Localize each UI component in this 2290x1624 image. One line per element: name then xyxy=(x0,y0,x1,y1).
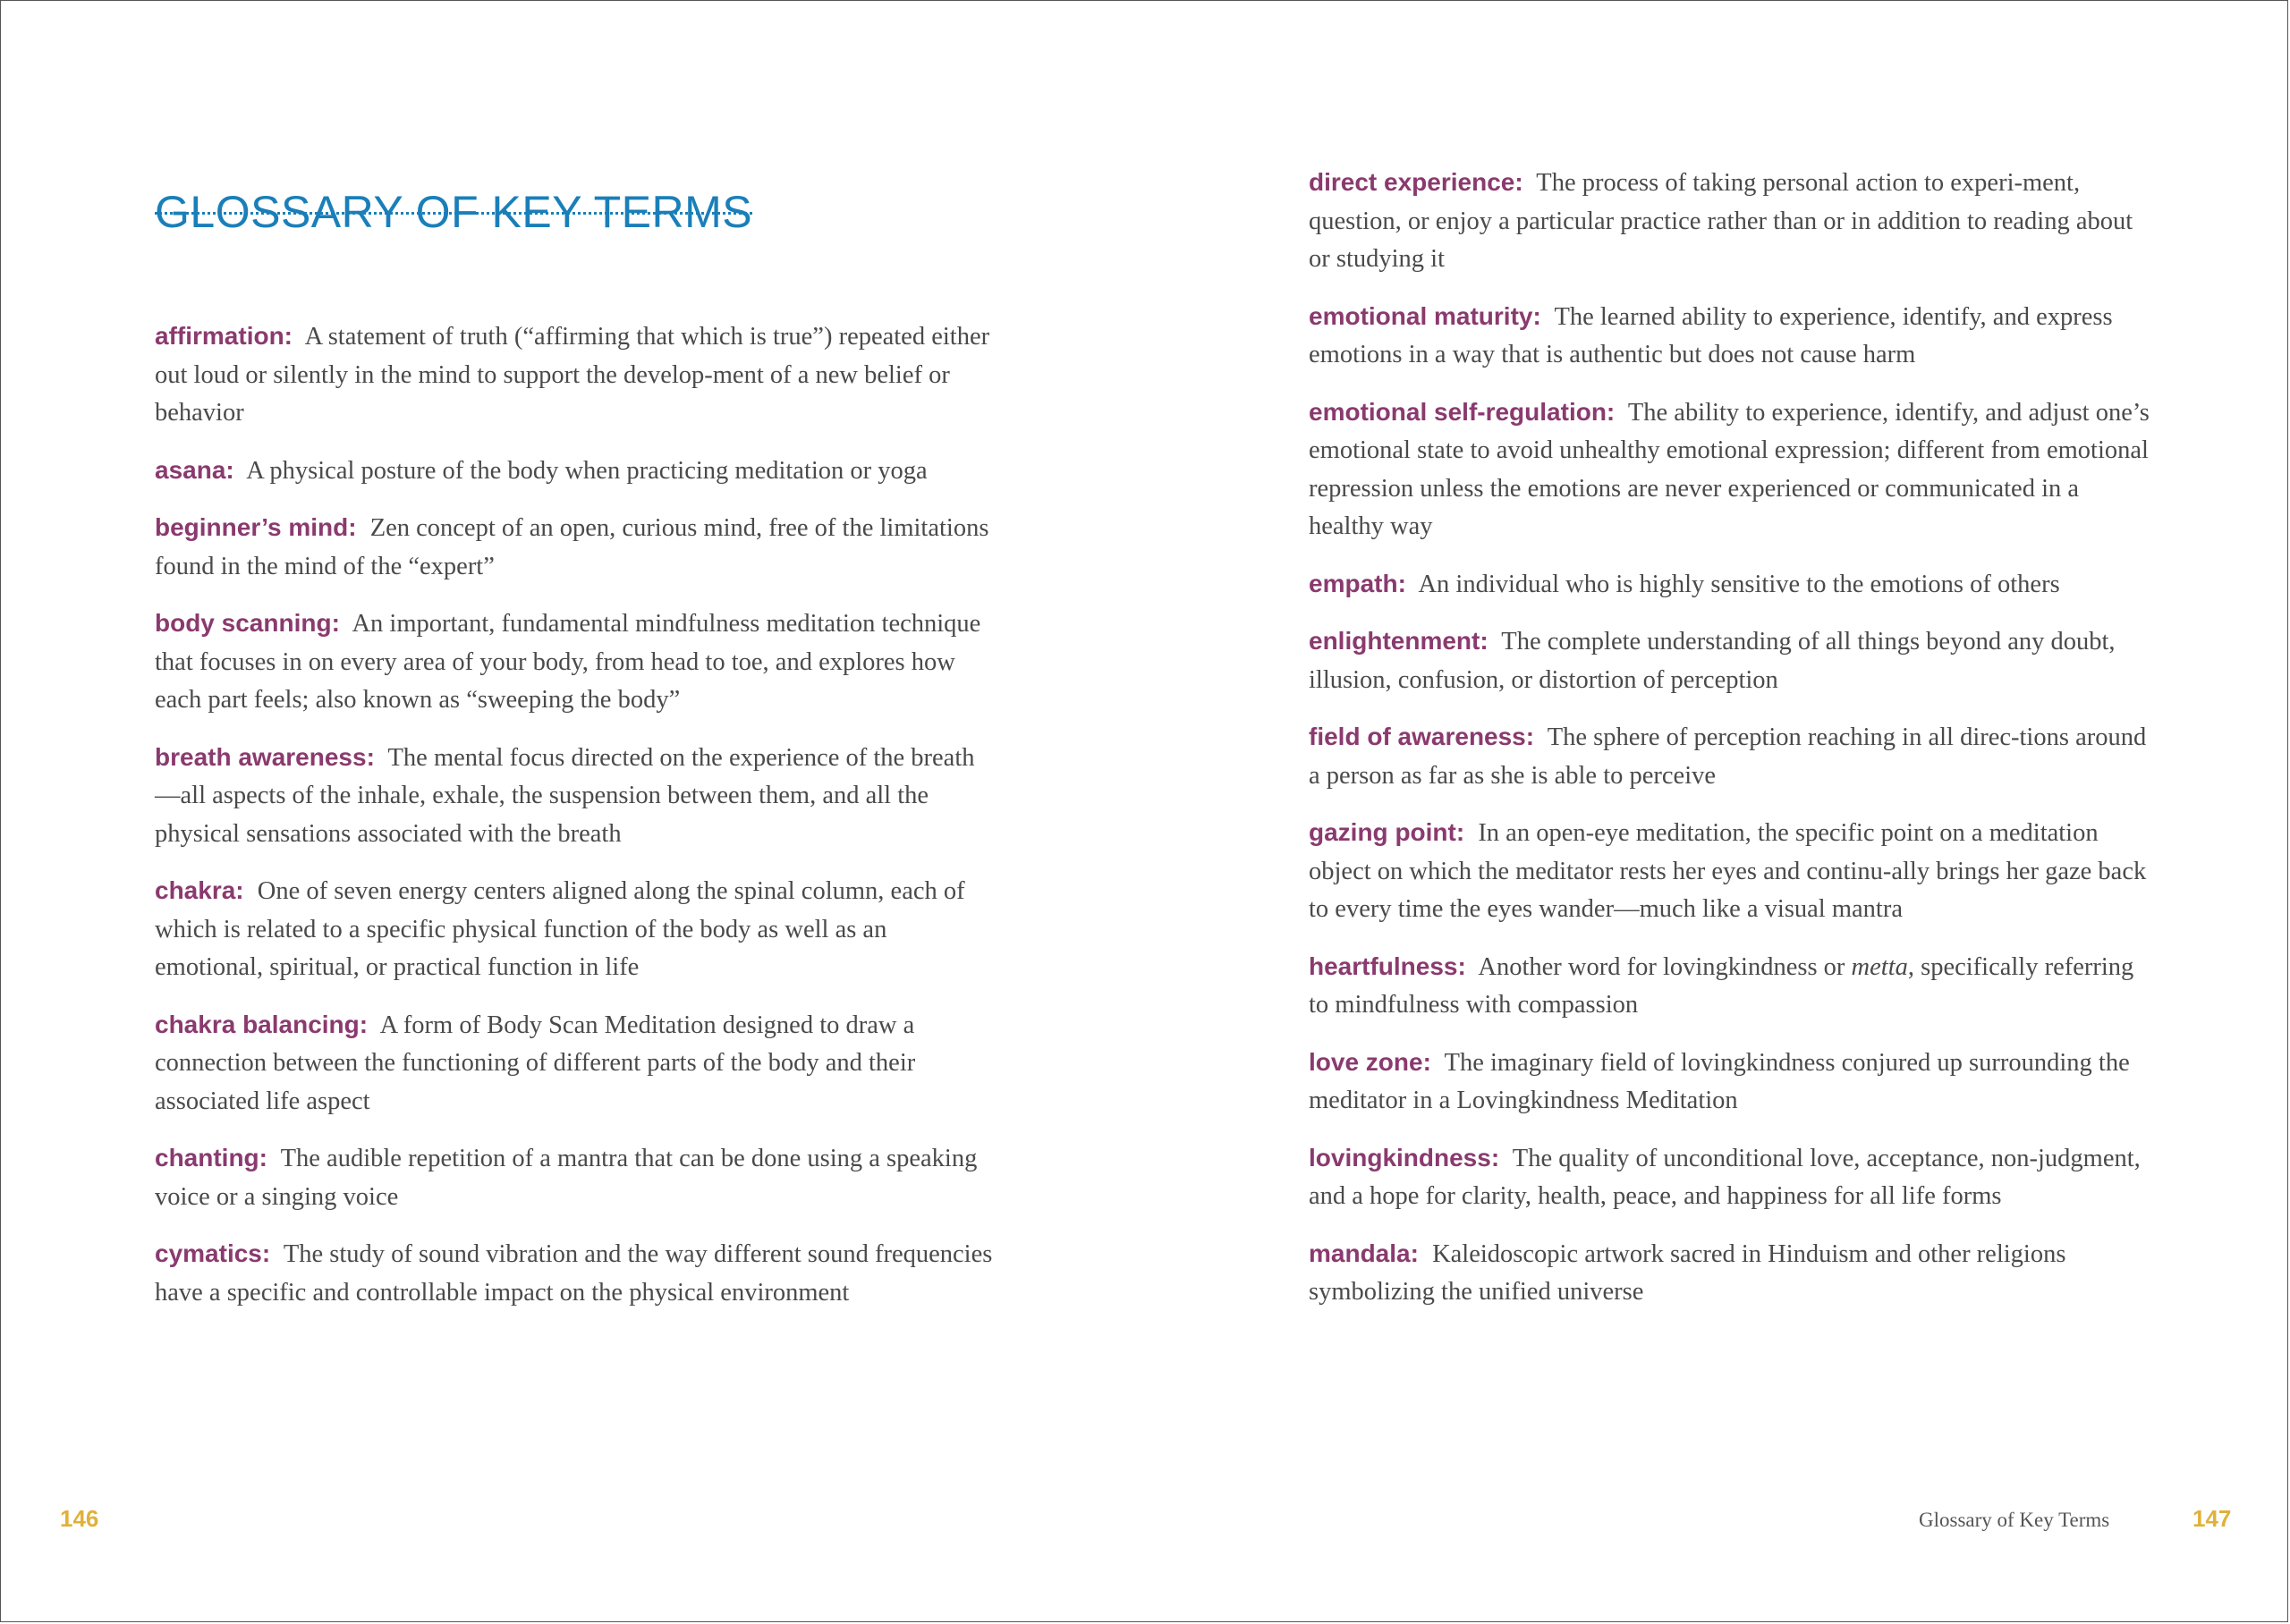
left-column xyxy=(155,317,996,1331)
page-title: GLOSSARY OF KEY TERMS xyxy=(155,186,753,237)
glossary-term: direct experience: xyxy=(1309,168,1523,196)
glossary-definition: The sphere of perception reaching in all direc-tions around a person as far as she is able to perceive xyxy=(1309,723,2147,790)
glossary-entry-lovingkindness xyxy=(1309,1139,2150,1216)
glossary-definition: The quality of unconditional love, acceptance, non-judgment, and a hope for clarity, health, peace, and happiness for all life forms xyxy=(1309,1144,2141,1210)
glossary-definition: A physical posture of the body when practicing meditation or yoga xyxy=(246,456,928,485)
glossary-entry-enlightenment xyxy=(1309,622,2150,699)
title-dotted-rule xyxy=(155,212,752,215)
glossary-term: mandala: xyxy=(1309,1239,1419,1267)
glossary-definition: Kaleidoscopic artwork sacred in Hinduism and other religions symbolizing the unified universe xyxy=(1309,1239,2066,1306)
glossary-term: love zone: xyxy=(1309,1047,1431,1076)
glossary-entry-field-of-awareness xyxy=(1309,718,2150,795)
glossary-term: emotional maturity: xyxy=(1309,301,1541,330)
glossary-definition: The audible repetition of a mantra that can be done using a speaking voice or a singing voice xyxy=(155,1145,978,1211)
running-head: Glossary of Key Terms xyxy=(1919,1509,2110,1531)
glossary-entry-chakra-balancing xyxy=(155,1006,996,1121)
glossary-definition: The ability to experience, identify, and adjust one’s emotional state to avoid unhealthy emotional expression; different from emotional repression unless the emotions are never experienced or communicated in a healthy way xyxy=(1309,398,2150,540)
glossary-definition: Another word for lovingkindness or xyxy=(1478,952,1845,981)
glossary-term: gazing point: xyxy=(1309,818,1465,846)
glossary-term: enlightenment: xyxy=(1309,627,1488,655)
glossary-entry-love-zone xyxy=(1309,1044,2150,1121)
glossary-term: heartfulness: xyxy=(1309,952,1466,980)
glossary-definition: The study of sound vibration and the way different sound frequencies have a specific and controllable impact on the physical environment xyxy=(155,1240,993,1307)
glossary-definition: The learned ability to experience, identify, and express emotions in a way that is authentic but does not cause harm xyxy=(1309,302,2113,368)
glossary-definition: The process of taking personal action to experi-ment, question, or enjoy a particular practice rather than or in addition to reading about or studying it xyxy=(1309,169,2133,273)
glossary-entry-chanting xyxy=(155,1139,996,1216)
glossary-entry-heartfulness xyxy=(1309,948,2150,1025)
glossary-term: cymatics: xyxy=(155,1239,271,1267)
glossary-entry-emotional-self-regulation xyxy=(1309,393,2150,546)
glossary-term: empath: xyxy=(1309,569,1406,597)
glossary-term: chanting: xyxy=(155,1144,267,1171)
glossary-entry-mandala xyxy=(1309,1235,2150,1312)
left-page-number: 146 xyxy=(60,1505,99,1532)
right-page-number: 147 xyxy=(2192,1505,2232,1532)
glossary-term: asana: xyxy=(155,455,234,484)
glossary-definition: A form of Body Scan Meditation designed to draw a connection between the functioning of different parts of the body and their associated life aspect xyxy=(155,1011,916,1115)
glossary-entry-chakra xyxy=(155,872,996,987)
glossary-entry-breath-awareness xyxy=(155,739,996,854)
glossary-definition: In an open-eye meditation, the specific point on a meditation object on which the meditator rests her eyes and continu-ally brings her gaze back to every time the eyes wander—much like a visual mantra xyxy=(1309,819,2147,923)
glossary-definition: Zen concept of an open, curious mind, free of the limitations found in the mind of the “expert” xyxy=(155,514,989,580)
glossary-entry-emotional-maturity xyxy=(1309,298,2150,375)
glossary-entry-affirmation xyxy=(155,317,996,433)
glossary-entry-direct-experience xyxy=(1309,164,2150,279)
glossary-entry-empath xyxy=(1309,565,2150,605)
glossary-entry-body-scanning xyxy=(155,605,996,720)
glossary-term: emotional self-regulation: xyxy=(1309,397,1616,426)
glossary-definition: An important, fundamental mindfulness meditation technique that focuses in on every area of your body, from head to toe, and explores how each part feels; also known as “sweeping the body” xyxy=(155,610,981,714)
glossary-term: chakra balancing: xyxy=(155,1010,369,1038)
glossary-definition: The imaginary field of lovingkindness conjured up surrounding the meditator in a Lovingkindness Meditation xyxy=(1309,1048,2130,1114)
glossary-definition: The mental focus directed on the experience of the breath—all aspects of the inhale, exhale, the suspension between them, and all the physical sensations associated with the breath xyxy=(155,743,975,848)
glossary-definition: , specifically referring to mindfulness with compassion xyxy=(1309,952,2134,1019)
glossary-definition-emphasis: metta xyxy=(1851,952,1908,981)
right-column xyxy=(1309,164,2150,1331)
glossary-definition: A statement of truth (“affirming that which is true”) repeated either out loud or silently in the mind to support the develop-ment of a new belief or behavior xyxy=(155,323,990,427)
glossary-term: beginner’s mind: xyxy=(155,513,357,541)
glossary-entry-gazing-point xyxy=(1309,814,2150,929)
glossary-term: affirmation: xyxy=(155,322,293,350)
glossary-term: lovingkindness: xyxy=(1309,1143,1500,1171)
glossary-entry-cymatics xyxy=(155,1235,996,1312)
glossary-term: body scanning: xyxy=(155,609,340,637)
glossary-term: chakra: xyxy=(155,876,244,904)
glossary-definition: An individual who is highly sensitive to the emotions of others xyxy=(1418,570,2060,598)
glossary-definition: One of seven energy centers aligned along the spinal column, each of which is related to a specific physical function of the body as well as an emotional, spiritual, or practical function in life xyxy=(155,877,965,981)
glossary-entry-asana xyxy=(155,452,996,491)
glossary-term: breath awareness: xyxy=(155,742,375,771)
glossary-term: field of awareness: xyxy=(1309,723,1535,750)
glossary-entry-beginners-mind xyxy=(155,509,996,586)
glossary-definition: The complete understanding of all things beyond any doubt, illusion, confusion, or distortion of perception xyxy=(1309,628,2116,694)
